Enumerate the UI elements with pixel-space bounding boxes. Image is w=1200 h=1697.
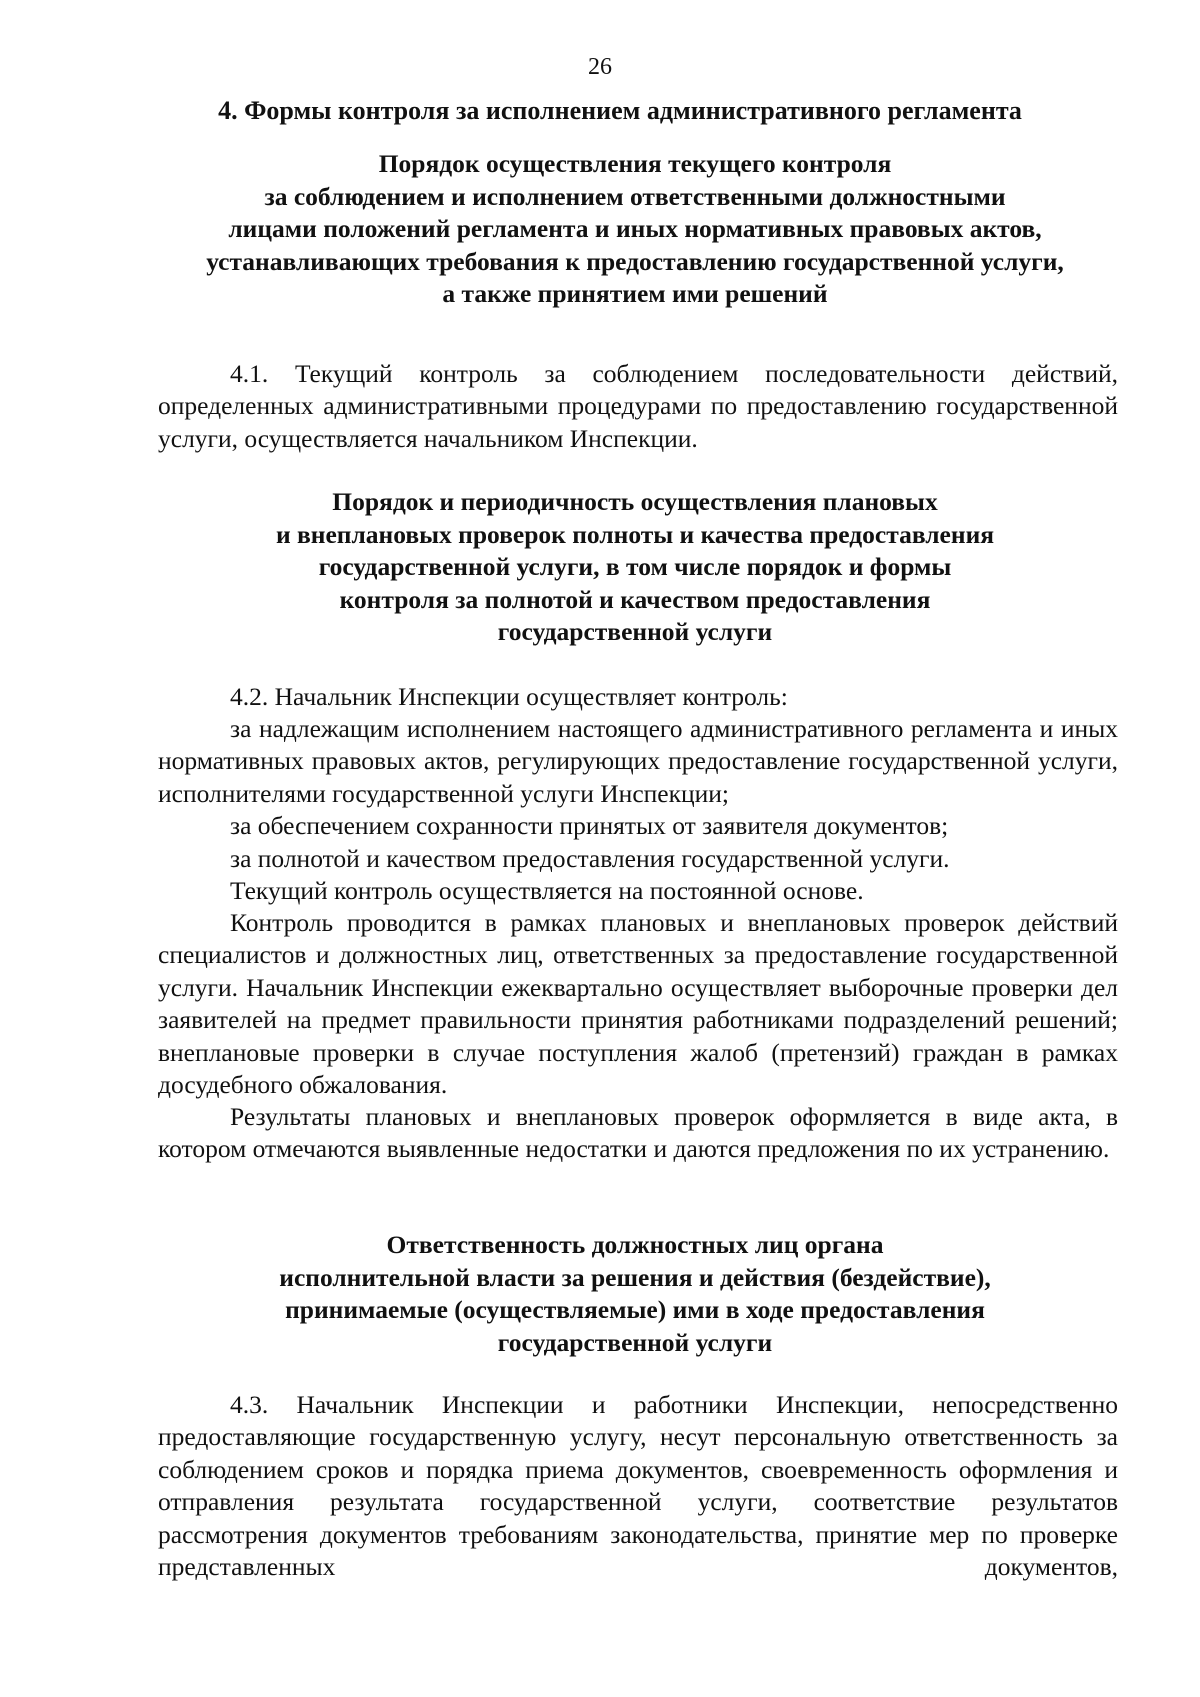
paragraph-4-2-item-document-safety: за обеспечением сохранности принятых от заявителя документов; xyxy=(230,811,949,840)
paragraph-4-2-ongoing-control: Текущий контроль осуществляется на постоянной основе. xyxy=(230,876,864,905)
heading-line: устанавливающих требования к предоставлению государственной услуги, xyxy=(206,246,1064,276)
heading-line: государственной услуги xyxy=(497,1327,773,1357)
paragraph-4-2-inspections: Контроль проводится в рамках плановых и внеплановых проверок действий специалистов и должностных лиц, ответственных за предоставление государственной услуги. Начальник Инспекции ежеквартально осуществляет выборочные проверки дел заявителей на предмет правильности принятия работниками подразделений решений; внеплановые проверки в случае поступления жалоб (претензий) граждан в рамках досудебного обжалования. xyxy=(158,908,1118,1100)
heading-line: за соблюдением и исполнением ответственными должностными xyxy=(264,181,1006,211)
page-number: 26 xyxy=(588,54,612,80)
heading-current-control xyxy=(150,148,1120,311)
heading-planned-inspections xyxy=(150,486,1120,649)
paragraph-4-2: 4.2. Начальник Инспекции осуществляет контроль: xyxy=(230,682,788,711)
heading-line: государственной услуги xyxy=(497,617,773,646)
paragraph-4-1: 4.1. Текущий контроль за соблюдением последовательности действий, определенных административными процедурами по предоставлению государственной услуги, осуществляется начальником Инспекции. xyxy=(158,359,1118,453)
paragraph-4-2-item-proper-execution: за надлежащим исполнением настоящего административного регламента и иных нормативных правовых актов, регулирующих предоставление государственной услуги, исполнителями государственной услуги Инспекции; xyxy=(158,714,1118,808)
paragraph-4-2-results: Результаты плановых и внеплановых проверок оформляется в виде акта, в котором отмечаются выявленные недостатки и даются предложения по их устранению. xyxy=(158,1102,1118,1164)
heading-line: а также принятием ими решений xyxy=(442,279,828,308)
paragraph-4-3: 4.3. Начальник Инспекции и работники Инспекции, непосредственно предоставляющие государственную услугу, несут персональную ответственность за соблюдением сроков и порядка приема документов, своевременность оформления и отправления результата государственной услуги, соответствие результатов рассмотрения документов требованиям законодательства, принятие мер по проверке представленных документов, xyxy=(158,1390,1118,1582)
section-title: 4. Формы контроля за исполнением административного регламента xyxy=(218,96,1022,125)
paragraph-4-2-item-quality: за полнотой и качеством предоставления государственной услуги. xyxy=(230,844,950,873)
heading-line: лицами положений регламента и иных нормативных правовых актов, xyxy=(228,214,1042,243)
heading-line: исполнительной власти за решения и действия (бездействие), xyxy=(279,1262,991,1292)
heading-line: Ответственность должностных лиц органа xyxy=(386,1230,884,1259)
heading-line: контроля за полнотой и качеством предоставления xyxy=(339,584,931,614)
heading-line: принимаемые (осуществляемые) ими в ходе предоставления xyxy=(285,1295,985,1324)
heading-line: Порядок и периодичность осуществления плановых xyxy=(332,487,938,516)
heading-line: Порядок осуществления текущего контроля xyxy=(378,149,892,178)
heading-line: государственной услуги, в том числе порядок и формы xyxy=(318,552,952,581)
heading-responsibility xyxy=(150,1229,1120,1359)
heading-line: и внеплановых проверок полноты и качества предоставления xyxy=(275,519,995,549)
